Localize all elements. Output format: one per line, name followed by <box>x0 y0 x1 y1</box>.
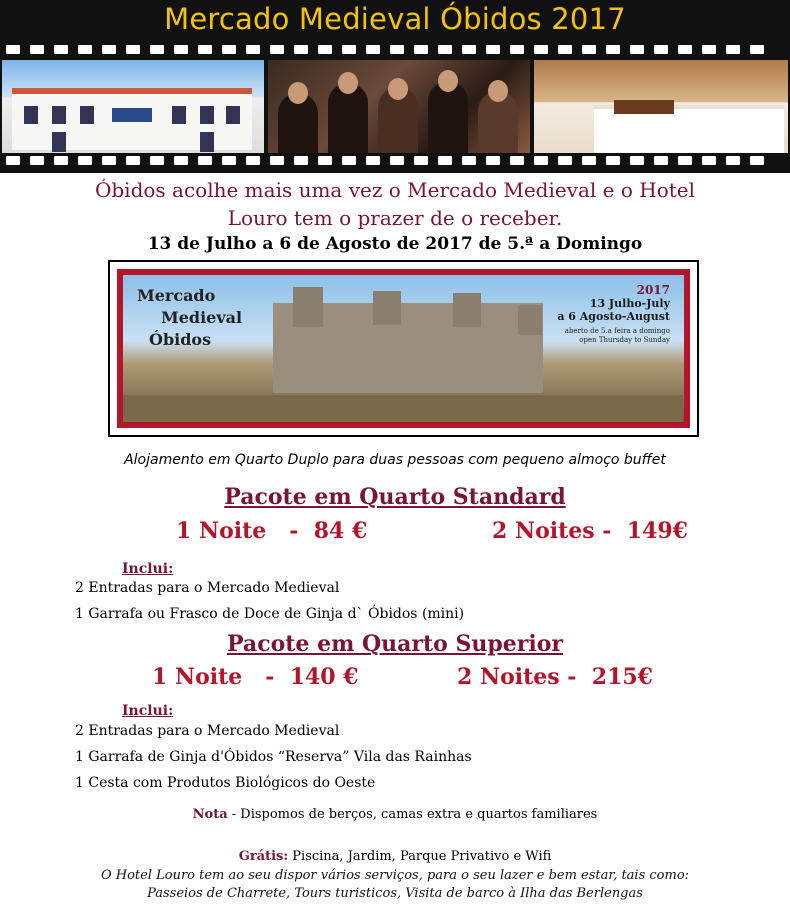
film-hole <box>222 156 236 165</box>
film-hole <box>438 45 452 54</box>
film-perforations-bottom <box>0 156 790 168</box>
film-hole <box>630 45 644 54</box>
film-hole <box>534 156 548 165</box>
film-hole <box>630 156 644 165</box>
film-hole <box>222 45 236 54</box>
film-hole <box>246 45 260 54</box>
film-hole <box>78 156 92 165</box>
film-hole <box>150 45 164 54</box>
standard-price-1-night: 1 Noite - 84 € <box>176 518 368 544</box>
film-hole <box>366 156 380 165</box>
note-text: - Dispomos de berços, camas extra e quartos familiares <box>227 807 598 822</box>
free-text: Piscina, Jardim, Parque Privativo e Wifi <box>288 849 552 864</box>
film-hole <box>486 45 500 54</box>
film-hole <box>414 45 428 54</box>
film-hole <box>30 156 44 165</box>
film-hole <box>198 45 212 54</box>
film-hole <box>678 156 692 165</box>
free-amenities <box>0 849 790 864</box>
film-hole <box>678 45 692 54</box>
film-hole <box>750 45 764 54</box>
film-hole <box>318 156 332 165</box>
film-hole <box>558 156 572 165</box>
film-hole <box>126 156 140 165</box>
film-hole <box>342 156 356 165</box>
film-hole <box>462 156 476 165</box>
film-hole <box>78 45 92 54</box>
film-hole <box>174 45 188 54</box>
poster-year: 2017 <box>636 283 670 297</box>
film-hole <box>270 45 284 54</box>
event-dates: 13 de Julho a 6 de Agosto de 2017 de 5.ª a Domingo <box>147 234 643 254</box>
film-hole <box>390 45 404 54</box>
film-hole <box>390 156 404 165</box>
film-hole <box>54 156 68 165</box>
film-hole <box>294 45 308 54</box>
film-hole <box>54 45 68 54</box>
film-hole <box>414 156 428 165</box>
film-hole <box>654 45 668 54</box>
film-hole <box>174 156 188 165</box>
footer-services-line-1: O Hotel Louro tem ao seu dispor vários serviços, para o seu lazer e bem estar, tais como: <box>100 868 690 883</box>
film-hole <box>246 156 260 165</box>
film-strip-header <box>0 0 790 173</box>
film-hole <box>318 45 332 54</box>
film-hole <box>534 45 548 54</box>
intro-line-2: Louro tem o prazer de o receber. <box>227 206 563 230</box>
superior-price-1-night: 1 Noite - 140 € <box>152 664 359 690</box>
superior-include-item: 1 Cesta com Produtos Biológicos do Oeste <box>75 775 376 791</box>
film-hole <box>342 45 356 54</box>
film-hole <box>6 45 20 54</box>
film-hole <box>126 45 140 54</box>
standard-package-title: Pacote em Quarto Standard <box>224 484 566 510</box>
superior-include-item: 1 Garrafa de Ginja d'Óbidos “Reserva” Vila das Rainhas <box>75 749 472 765</box>
intro-headline <box>0 176 790 232</box>
note-label: Nota <box>192 807 228 822</box>
standard-includes-label: Inclui: <box>122 561 174 577</box>
film-hole <box>702 45 716 54</box>
film-hole <box>438 156 452 165</box>
intro-line-1: Óbidos acolhe mais uma vez o Mercado Medieval e o Hotel <box>94 178 696 202</box>
film-hole <box>582 156 596 165</box>
poster-title: Mercado Medieval Óbidos <box>137 286 243 349</box>
superior-package-title: Pacote em Quarto Superior <box>226 631 563 657</box>
film-hole <box>582 45 596 54</box>
film-hole <box>198 156 212 165</box>
poster-opening-hours: aberto de 5.a feira a domingo open Thursday to Sunday <box>564 327 670 344</box>
film-hole <box>726 45 740 54</box>
poster-image <box>117 269 690 428</box>
film-hole <box>462 45 476 54</box>
superior-price-2-nights: 2 Noites - 215€ <box>457 664 653 690</box>
hotel-building-photo <box>2 60 264 153</box>
film-hole <box>654 156 668 165</box>
film-hole <box>270 156 284 165</box>
free-label: Grátis: <box>238 849 289 864</box>
film-hole <box>102 45 116 54</box>
hotel-room-photo <box>534 60 788 153</box>
film-hole <box>486 156 500 165</box>
page-title: Mercado Medieval Óbidos 2017 <box>164 2 626 36</box>
accommodation-description: Alojamento em Quarto Duplo para duas pessoas com pequeno almoço buffet <box>124 452 666 468</box>
standard-include-item: 1 Garrafa ou Frasco de Doce de Ginja d` Óbidos (mini) <box>75 606 465 622</box>
film-hole <box>6 156 20 165</box>
musicians-photo <box>268 60 530 153</box>
film-hole <box>366 45 380 54</box>
film-hole <box>606 45 620 54</box>
film-hole <box>102 156 116 165</box>
film-hole <box>558 45 572 54</box>
film-hole <box>30 45 44 54</box>
film-perforations-top <box>0 45 790 57</box>
superior-includes-label: Inclui: <box>122 703 174 719</box>
superior-include-item: 2 Entradas para o Mercado Medieval <box>75 723 340 739</box>
film-hole <box>726 156 740 165</box>
film-hole <box>750 156 764 165</box>
standard-include-item: 2 Entradas para o Mercado Medieval <box>75 580 340 596</box>
poster-dates: 13 Julho-July a 6 Agosto-August <box>557 297 670 323</box>
film-hole <box>510 156 524 165</box>
note <box>0 807 790 822</box>
standard-price-2-nights: 2 Noites - 149€ <box>492 518 688 544</box>
hotel-sign <box>112 108 152 122</box>
film-hole <box>150 156 164 165</box>
film-hole <box>294 156 308 165</box>
event-poster <box>108 260 699 437</box>
footer-services-line-2: Passeios de Charrete, Tours turisticos, Visita de barco à Ilha das Berlengas <box>147 886 643 901</box>
film-hole <box>702 156 716 165</box>
film-hole <box>510 45 524 54</box>
film-hole <box>606 156 620 165</box>
